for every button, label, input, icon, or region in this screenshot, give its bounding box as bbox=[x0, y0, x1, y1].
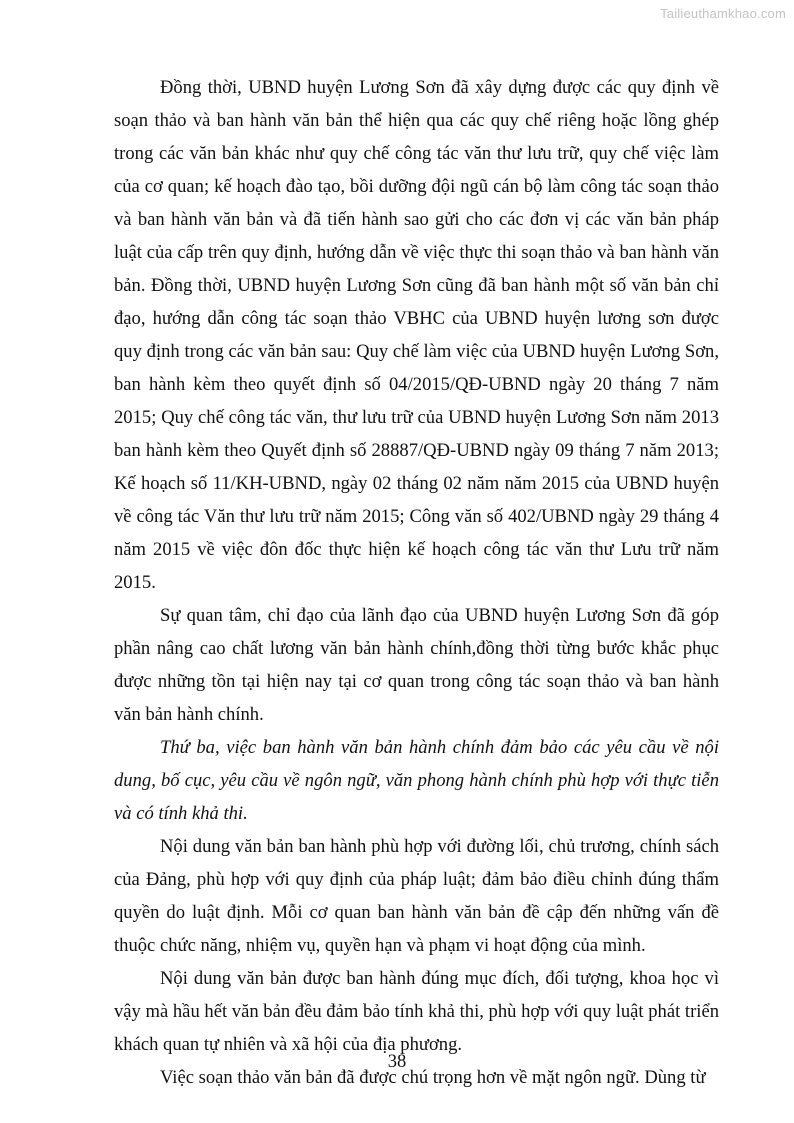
paragraph-language: Việc soạn thảo văn bản đã được chú trọng hơn về mặt ngôn ngữ. Dùng từ bbox=[160, 1067, 706, 1088]
paragraph-leadership: Sự quan tâm, chỉ đạo của lãnh đạo của UBND huyện Lương Sơn đã góp phần nâng cao chất lương văn bản hành chính,đồng thời từng bước khắc phục được những tồn tại hiện nay tại cơ quan trong công tác soạn thảo và ban hành văn bản hành chính. bbox=[114, 605, 719, 725]
document-body bbox=[114, 71, 719, 1094]
paragraph-content-purpose: Nội dung văn bản được ban hành đúng mục đích, đối tượng, khoa học vì vậy mà hầu hết văn bản đều đảm bảo tính khả thi, phù hợp với quy luật phát triển khách quan tự nhiên và xã hội của địa phương. bbox=[114, 968, 719, 1055]
paragraph-content-policy: Nội dung văn bản ban hành phù hợp với đường lối, chủ trương, chính sách của Đảng, phù hợp với quy định của pháp luật; đảm bảo điều chỉnh đúng thẩm quyền do luật định. Mỗi cơ quan ban hành văn bản đề cập đến những vấn đề thuộc chức năng, nhiệm vụ, quyền hạn và phạm vi hoạt động của mình. bbox=[114, 836, 719, 956]
paragraph-heading-third: Thứ ba, việc ban hành văn bản hành chính đảm bảo các yêu cầu về nội dung, bố cục, yêu cầu về ngôn ngữ, văn phong hành chính phù hợp với thực tiễn và có tính khả thi. bbox=[114, 737, 719, 824]
paragraph-regulations: Đồng thời, UBND huyện Lương Sơn đã xây dựng được các quy định về soạn thảo và ban hành văn bản thể hiện qua các quy chế riêng hoặc lồng ghép trong các văn bản khác như quy chế công tác văn thư lưu trữ, quy chế việc làm của cơ quan; kế hoạch đào tạo, bồi dưỡng đội ngũ cán bộ làm công tác soạn thảo và ban hành văn bản và đã tiến hành sao gửi cho các đơn vị các văn bản pháp luật của cấp trên quy định, hướng dẫn về việc thực thi soạn thảo và ban hành văn bản. Đồng thời, UBND huyện Lương Sơn cũng đã ban hành một số văn bản chỉ đạo, hướng dẫn công tác soạn thảo VBHC của UBND huyện lương sơn được quy định trong các văn bản sau: Quy chế làm việc của UBND huyện Lương Sơn, ban hành kèm theo quyết định số 04/2015/QĐ-UBND ngày 20 tháng 7 năm 2015; Quy chế công tác văn, thư lưu trữ của UBND huyện Lương Sơn năm 2013 ban hành kèm theo Quyết định số 28887/QĐ-UBND ngày 09 tháng 7 năm 2013; Kế hoạch số 11/KH-UBND, ngày 02 tháng 02 năm năm 2015 của UBND huyện về công tác Văn thư lưu trữ năm 2015; Công văn số 402/UBND ngày 29 tháng 4 năm 2015 về việc đôn đốc thực hiện kế hoạch công tác văn thư Lưu trữ năm 2015. bbox=[114, 77, 719, 593]
page-number: 38 bbox=[387, 1051, 407, 1072]
watermark-text: Tailieuthamkhao.com bbox=[660, 6, 786, 21]
